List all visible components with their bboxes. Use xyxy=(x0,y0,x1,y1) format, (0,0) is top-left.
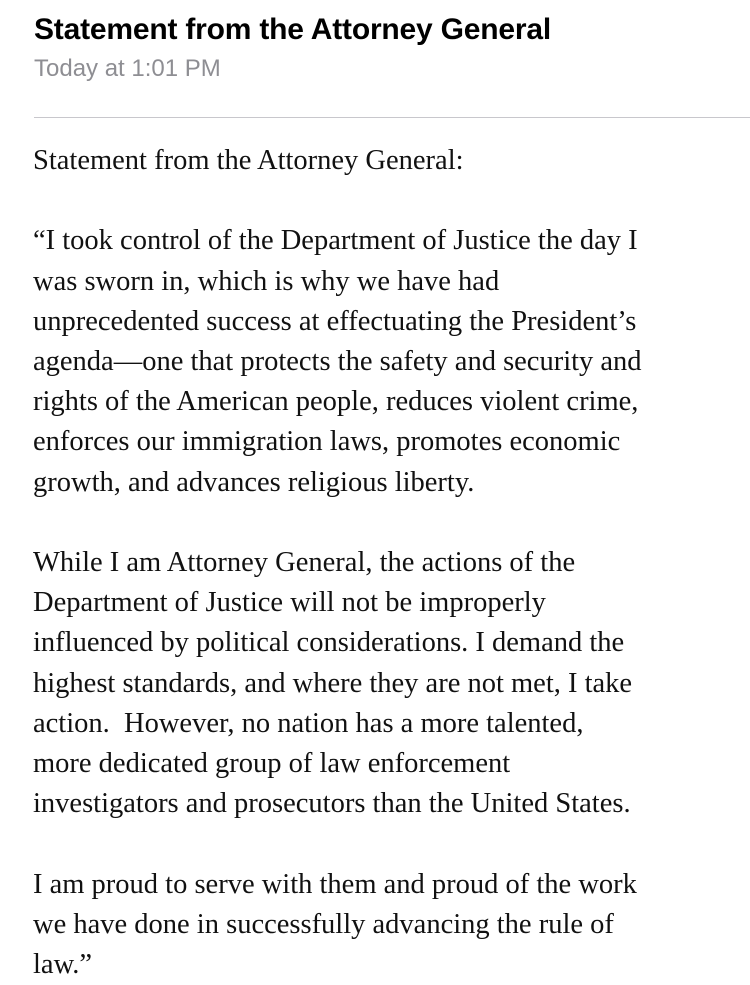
body-line: law.” xyxy=(33,949,93,981)
body-paragraph xyxy=(33,141,733,181)
body-line: highest standards, and where they are not met, I take xyxy=(33,667,633,699)
body-line: unprecedented success at effectuating the President’s xyxy=(33,305,637,337)
body-line: rights of the American people, reduces violent crime, xyxy=(33,386,639,418)
message-subject: Statement from the Attorney General xyxy=(34,13,551,46)
body-line: we have done in successfully advancing the rule of xyxy=(33,908,614,940)
body-line: agenda—one that protects the safety and security and xyxy=(33,346,642,377)
body-paragraph xyxy=(33,221,733,502)
header-divider xyxy=(34,117,750,118)
body-line: more dedicated group of law enforcement xyxy=(33,748,511,780)
body-line: “I took control of the Department of Justice the day I xyxy=(33,225,638,257)
body-paragraph xyxy=(33,543,733,824)
body-line: growth, and advances religious liberty. xyxy=(33,466,475,498)
body-line: I am proud to serve with them and proud of the work xyxy=(33,868,637,900)
body-paragraph xyxy=(33,865,733,985)
body-line: While I am Attorney General, the actions of the xyxy=(33,547,576,578)
body-line: action. However, no nation has a more talented, xyxy=(33,707,584,739)
message-header xyxy=(34,10,750,86)
body-line: Statement from the Attorney General: xyxy=(33,145,464,176)
body-line: Department of Justice will not be improperly xyxy=(33,587,546,619)
message-body xyxy=(33,141,733,985)
message-date: Today at 1:01 PM xyxy=(34,55,221,82)
body-line: investigators and prosecutors than the United States. xyxy=(33,788,631,820)
body-line: enforces our immigration laws, promotes economic xyxy=(33,426,621,458)
body-line: influenced by political considerations. I demand the xyxy=(33,627,625,659)
body-line: was sworn in, which is why we have had xyxy=(33,265,500,297)
